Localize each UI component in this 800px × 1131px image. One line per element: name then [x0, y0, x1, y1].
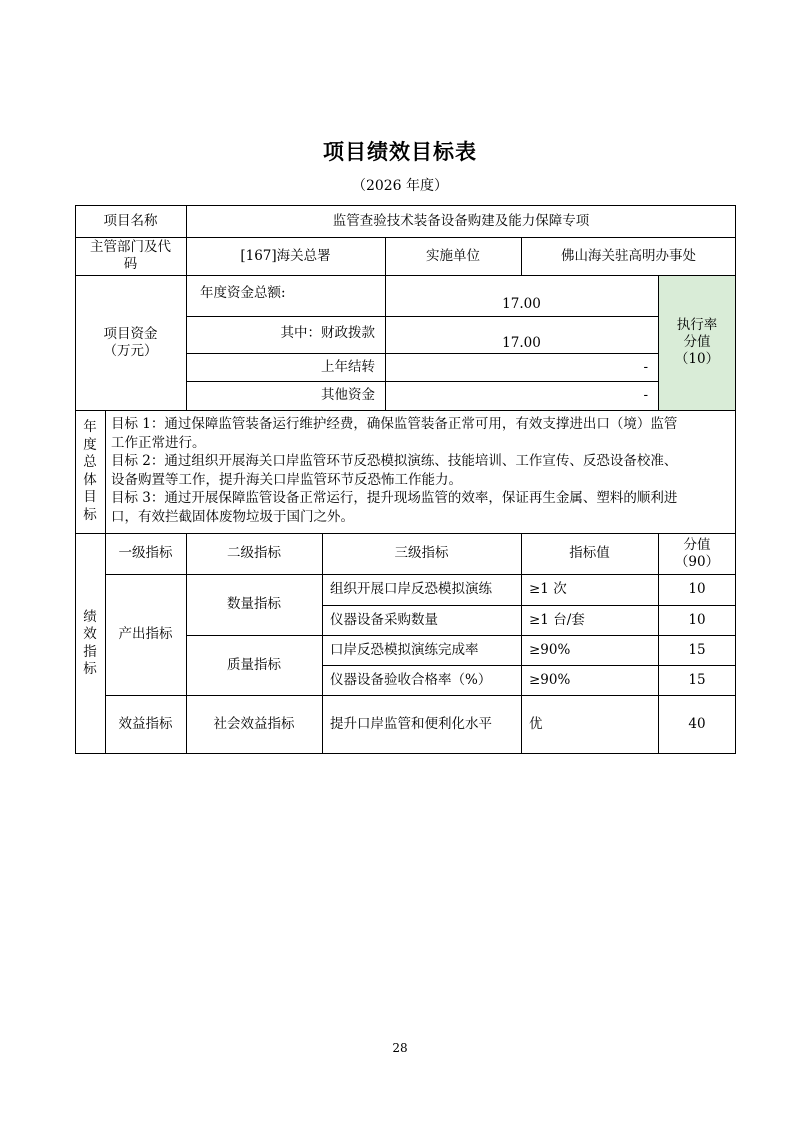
table-row-value: ≥1 台/套	[529, 611, 585, 628]
goal-2-line1: 目标 2：通过组织开展海关口岸监管环节反恐模拟演练、技能培训、工作宣传、反恐设备校准、	[111, 453, 678, 469]
goals-text	[111, 415, 731, 526]
total-funds-label: 年度资金总额:	[200, 285, 286, 301]
carryover-label: 上年结转	[321, 358, 375, 375]
header-score-line2: （90）	[674, 553, 720, 570]
page-subtitle: （2026 年度）	[351, 178, 449, 194]
goal-2-line2: 设备购置等工作，提升海关口岸监管环节反恐怖工作能力。	[111, 471, 462, 488]
exec-rate-line3: （10）	[674, 351, 720, 367]
quantity-indicator-label: 数量指标	[227, 596, 281, 612]
total-funds-value: 17.00	[502, 296, 541, 312]
dept-label-line2: 码	[123, 256, 138, 272]
performance-table	[75, 205, 736, 754]
quality-indicator-label: 质量指标	[227, 656, 281, 673]
goal-1-line1: 目标 1：通过保障监管装备运行维护经费，确保监管装备正常可用，有效支撑进出口（境）监管	[111, 416, 678, 432]
fiscal-funds-value: 17.00	[502, 335, 541, 351]
indicators-label-char: 效	[83, 626, 97, 642]
table-row-value: ≥90%	[529, 671, 571, 688]
table-row-level3: 仪器设备采购数量	[330, 611, 438, 628]
output-indicator-label: 产出指标	[118, 626, 173, 642]
goals-label-char: 标	[83, 506, 97, 523]
table-row-value: 优	[529, 715, 543, 732]
indicators-label	[75, 533, 105, 754]
funds-label	[75, 275, 186, 410]
impl-value: 佛山海关驻高明办事处	[561, 247, 696, 264]
dept-label	[75, 237, 186, 275]
table-row-value: ≥90%	[529, 641, 571, 658]
exec-rate-cell	[658, 275, 736, 410]
table-row-level3: 仪器设备验收合格率（%）	[330, 671, 492, 688]
goals-label-char: 年	[83, 419, 97, 435]
indicators-label-char: 指	[83, 643, 97, 660]
dept-value: [167]海关总署	[240, 247, 331, 264]
dept-label-line1: 主管部门及代	[90, 239, 171, 255]
table-row-score: 10	[688, 581, 706, 597]
header-level2: 二级指标	[227, 545, 281, 561]
carryover-value: -	[643, 358, 648, 375]
table-row-level3: 组织开展口岸反恐模拟演练	[330, 581, 492, 597]
exec-rate-line1: 执行率	[676, 317, 718, 333]
table-row-level3: 口岸反恐模拟演练完成率	[330, 641, 479, 658]
goals-label	[75, 410, 105, 533]
page-number: 28	[392, 1041, 408, 1055]
impl-label: 实施单位	[426, 247, 480, 264]
social-benefit-label: 社会效益指标	[213, 715, 295, 732]
header-score	[658, 533, 736, 574]
header-level1: 一级指标	[118, 545, 173, 561]
table-row-value: ≥1 次	[529, 581, 567, 597]
table-row-score: 15	[688, 641, 706, 658]
goals-label-char: 总	[83, 454, 97, 470]
fiscal-funds-label: 其中：财政拨款	[280, 325, 375, 341]
project-name-value: 监管查验技术装备设备购建及能力保障专项	[332, 212, 590, 229]
indicators-label-char: 绩	[83, 608, 97, 625]
project-name-label: 项目名称	[103, 212, 158, 229]
table-row-score: 15	[688, 671, 706, 688]
funds-label-line2: （万元）	[103, 342, 158, 359]
table-row-level3: 提升口岸监管和便利化水平	[330, 715, 492, 732]
page-title: 项目绩效目标表	[323, 140, 477, 164]
benefit-indicator-label: 效益指标	[118, 715, 173, 732]
table-row-score: 40	[688, 715, 706, 732]
goal-1-line2: 工作正常进行。	[111, 434, 206, 451]
funds-label-line1: 项目资金	[103, 325, 158, 342]
goal-3-line1: 目标 3：通过开展保障监管设备正常运行，提升现场监管的效率，保证再生金属、塑料的顺利进	[111, 490, 678, 506]
other-funds-value: -	[643, 387, 648, 403]
exec-rate-line2: 分值	[683, 334, 711, 350]
other-funds-label: 其他资金	[321, 387, 375, 403]
goal-3-line2: 口，有效拦截固体废物垃圾于国门之外。	[111, 508, 354, 525]
goals-label-char: 目	[83, 489, 97, 505]
header-value: 指标值	[569, 545, 610, 561]
goals-label-char: 度	[83, 436, 97, 453]
table-row-score: 10	[688, 611, 706, 628]
header-level3: 三级指标	[394, 545, 449, 561]
indicators-label-char: 标	[83, 661, 97, 677]
goals-label-char: 体	[83, 471, 97, 488]
header-score-line1: 分值	[683, 536, 711, 553]
